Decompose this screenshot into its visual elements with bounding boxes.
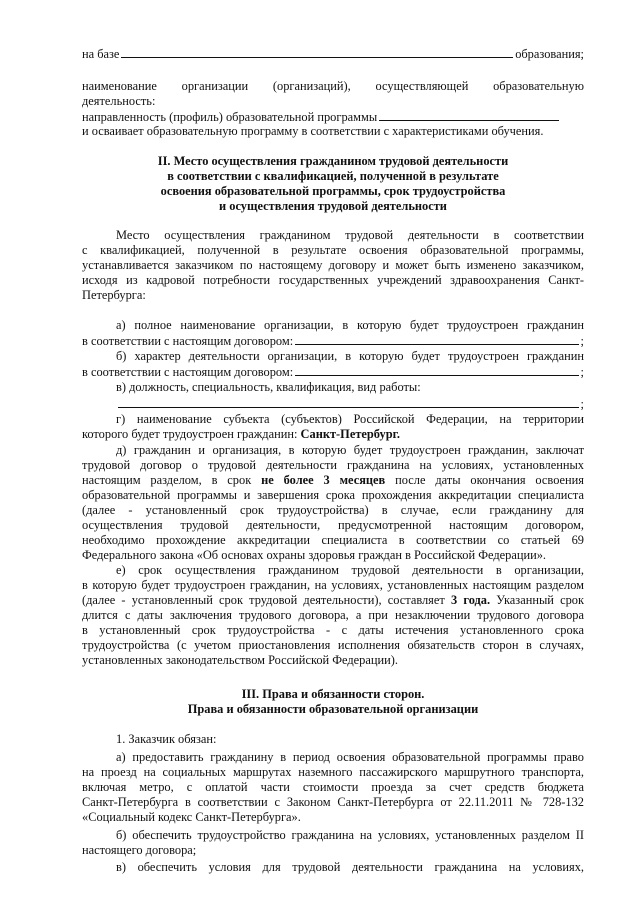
masters-line: и осваивает образовательную программу в соответствии с характеристиками обучения. xyxy=(82,124,544,138)
s3-b-line-1: б) обеспечить трудоустройство гражданина на условиях, установленных разделом II xyxy=(116,828,584,842)
s2-a-label: в соответствии с настоящим договором: xyxy=(82,334,294,348)
s3-a-line-5: «Социальный кодекс Санкт-Петербурга». xyxy=(82,810,301,824)
s3-a-line-3: включая метро, с оплатой части стоимости проезда за счет средств бюджета xyxy=(82,780,584,794)
s3-a-line-4: Санкт-Петербурга в соответствии с Законом Санкт-Петербурга от 22.11.2011 № 728-132 xyxy=(82,795,584,809)
s2-d-line-2: трудовой договор о трудовой деятельности гражданина на условиях, установленных xyxy=(82,458,584,472)
base-blank xyxy=(121,46,513,58)
s3-a-line-1: а) предоставить гражданину в период освоения образовательной программы право xyxy=(116,750,584,764)
s2-v-line-2: ; xyxy=(116,396,584,412)
s2-g-line-2 xyxy=(82,427,584,442)
s2-e-line-7: установленных законодательством Российской Федерации). xyxy=(82,653,398,667)
s2-g-label: которого будет трудоустроен гражданин: xyxy=(82,427,298,441)
s2-g-region: Санкт-Петербург. xyxy=(300,427,400,441)
s3-v-line-1: в) обеспечить условия для трудовой деятельности гражданина на условиях, xyxy=(116,860,584,874)
s2-e-line-6: трудоустройства (с учетом приостановления исполнения обязательств сторон в случаях, xyxy=(82,638,584,652)
base-line xyxy=(82,46,584,62)
s2-d-line-6: осуществления трудовой деятельности, предусмотренной настоящим договором, xyxy=(82,518,584,532)
s3-item-1: 1. Заказчик обязан: xyxy=(116,732,217,746)
base-prefix: на базе xyxy=(82,47,120,61)
profile-blank xyxy=(379,109,559,121)
section2-title-1: II. Место осуществления гражданином трудовой деятельности xyxy=(157,154,509,168)
s2-d-term: не более 3 месяцев xyxy=(261,473,386,487)
s2-d-line-3: настоящим разделом, в срок не более 3 месяцев после даты окончания освоения xyxy=(82,473,584,487)
s2-g-line-1: г) наименование субъекта (субъектов) Российской Федерации, на территории xyxy=(116,412,584,426)
s2-a-line-2: в соответствии с настоящим договором: ; xyxy=(82,334,584,348)
section3-title-1: III. Права и обязанности сторон. xyxy=(241,687,425,701)
s2-d-line-8: Федерального закона «Об основах охраны здоровья граждан в Российской Федерации». xyxy=(82,548,546,562)
s2-d-line-5: (далее - установленный срок трудоустройства) в случае, если гражданину для xyxy=(82,503,584,517)
section2-title-3: освоения образовательной программы, срок трудоустройства xyxy=(160,184,506,198)
s2-e-line-3: (далее - установленный срок трудовой деятельности), составляет 3 года. Указанный срок xyxy=(82,593,584,607)
s2-e-line-5: в установленный срок трудоустройства - с даты истечения установленного срока xyxy=(82,623,584,637)
s2-a-line-1: а) полное наименование организации, в которую будет трудоустроен гражданин xyxy=(116,318,584,332)
section2-title-2: в соответствии с квалификацией, полученной в результате xyxy=(167,169,499,183)
s2-b-line-1: б) характер деятельности организации, в которую будет трудоустроен гражданин xyxy=(116,349,584,363)
s2-d-line-1: д) гражданин и организация, в которую будет трудоустроен гражданин, заключат xyxy=(116,443,584,457)
s2-p1-line-4: исходя из кадровой потребности государственных учреждений здравоохранения Санкт- xyxy=(82,273,584,287)
s2-v-label: в) должность, специальность, квалификация, вид работы: xyxy=(116,380,421,394)
s2-b-label: в соответствии с настоящим договором: xyxy=(82,365,294,379)
section3-title-2: Права и обязанности образовательной организации xyxy=(187,702,479,716)
s2-v-blank xyxy=(118,396,579,408)
s2-p1-line-5: Петербурга: xyxy=(82,288,146,302)
s2-e-line-1: е) срок осуществления гражданином трудовой деятельности в организации, xyxy=(116,563,584,577)
s2-d-line-4: образовательной программы и завершения срока прохождения аккредитации специалиста xyxy=(82,488,584,502)
s2-a-blank xyxy=(295,333,578,345)
s2-e-line-4: длится с даты заключения трудового договора, а при незаключении трудового договора xyxy=(82,608,584,622)
s2-p1-line-3: устанавливается заказчиком по настоящему договору и может быть изменено заказчиком, xyxy=(82,258,584,272)
s2-v-line-1 xyxy=(116,380,584,395)
s3-b-line-2: настоящего договора; xyxy=(82,843,197,857)
s2-b-line-2: в соответствии с настоящим договором: ; xyxy=(82,365,584,379)
s2-e-term: 3 года. xyxy=(451,593,491,607)
base-suffix: образования; xyxy=(515,47,584,61)
s2-p1-line-2: с квалификацией, полученной в результате освоения образовательной программы, xyxy=(82,243,584,257)
org-line-1: наименование организации (организаций), осуществляющей образовательную xyxy=(82,79,584,93)
s2-d-line-7: необходимо прохождение аккредитации специалиста в соответствии со статьей 69 xyxy=(82,533,584,547)
s3-a-line-2: на проезд на социальных маршрутах наземного пассажирского маршрутного транспорта, xyxy=(82,765,584,779)
profile-line xyxy=(82,109,584,125)
section2-title-4: и осуществления трудовой деятельности xyxy=(219,199,447,213)
profile-label: направленность (профиль) образовательной программы xyxy=(82,110,378,124)
s2-e-line-2: в которую будет трудоустроен гражданин, на условиях, установленных настоящим разделом xyxy=(82,578,584,592)
s2-p1-line-1: Место осуществления гражданином трудовой деятельности в соответствии xyxy=(116,228,584,242)
s2-b-blank xyxy=(295,364,578,376)
org-line-2: деятельность: xyxy=(82,94,156,108)
